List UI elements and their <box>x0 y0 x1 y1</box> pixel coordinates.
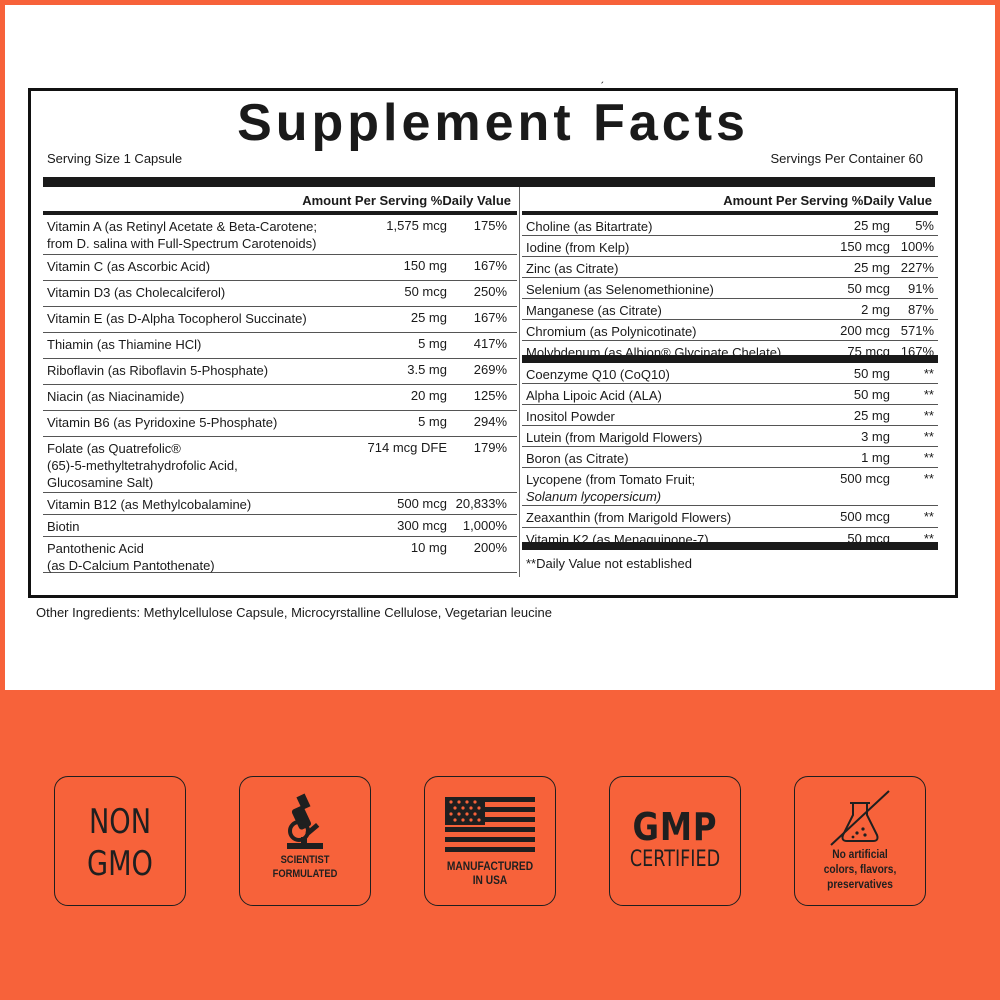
usa-line2: IN USA <box>472 873 508 887</box>
nutrient-daily-value: 175% <box>473 218 507 233</box>
nutrient-daily-value: ** <box>923 408 934 423</box>
nutrient-row <box>522 506 938 528</box>
nutrient-amount: 25 mg <box>853 408 890 423</box>
nutrient-name-line: (65)-5-methyltetrahydrofolic Acid, <box>47 458 238 473</box>
nutrient-name-line: Inositol Powder <box>526 409 615 424</box>
nutrient-name-line: Biotin <box>47 519 80 534</box>
nutrient-name-line: Selenium (as Selenomethionine) <box>526 282 714 297</box>
nutrient-daily-value: ** <box>923 429 934 444</box>
non-gmo-line1: NON <box>88 802 152 842</box>
header-label: Amount Per Serving %Daily Value <box>302 193 511 208</box>
nutrient-daily-value: ** <box>923 471 934 486</box>
nutrient-amount: 50 mcg <box>847 281 890 296</box>
no-artificial-line3: preservatives <box>827 877 893 891</box>
nutrient-amount: 2 mg <box>861 302 890 317</box>
nutrient-name-line: Vitamin B12 (as Methylcobalamine) <box>47 497 252 512</box>
nutrient-name-line: Choline (as Bitartrate) <box>526 219 653 234</box>
nutrient-row <box>522 528 938 550</box>
gmp-line2: CERTIFIED <box>629 847 721 872</box>
nutrient-daily-value: 571% <box>900 323 934 338</box>
nutrient-daily-value: 167% <box>473 310 507 325</box>
nutrient-name-line: Glucosamine Salt) <box>47 475 154 490</box>
gmp-line1: GMP <box>632 805 718 849</box>
us-flag-icon <box>445 797 535 853</box>
nutrient-daily-value: 167% <box>473 258 507 273</box>
nutrient-daily-value: 125% <box>473 388 507 403</box>
nutrient-name <box>47 414 277 431</box>
nutrient-row <box>522 447 938 468</box>
nutrient-name <box>526 366 670 383</box>
nutrient-name-line: Iodine (from Kelp) <box>526 240 630 255</box>
nutrient-name-line: Boron (as Citrate) <box>526 451 629 466</box>
nutrient-name <box>47 218 317 252</box>
nutrient-amount: 10 mg <box>410 540 447 555</box>
nutrient-name <box>526 387 662 404</box>
nutrient-row <box>522 468 938 506</box>
nutrient-name-line: (as D-Calcium Pantothenate) <box>47 558 215 573</box>
nutrient-name <box>526 281 714 298</box>
manufactured-usa-badge <box>424 776 556 906</box>
nutrient-amount: 50 mg <box>853 366 890 381</box>
nutrient-row <box>43 333 517 359</box>
top-divider-bar <box>43 177 935 187</box>
nutrient-name <box>47 362 268 379</box>
nutrient-daily-value: 250% <box>473 284 507 299</box>
nutrient-name <box>526 531 709 548</box>
usa-line1: MANUFACTURED <box>446 859 534 873</box>
nutrient-daily-value: 91% <box>907 281 934 296</box>
nutrient-daily-value: ** <box>923 509 934 524</box>
nutrient-daily-value: 179% <box>473 440 507 455</box>
nutrient-amount: 500 mcg <box>840 509 890 524</box>
nutrient-name-line: Pantothenic Acid <box>47 541 144 556</box>
daily-value-note: **Daily Value not established <box>526 556 692 571</box>
nutrient-row <box>43 515 517 537</box>
nutrient-daily-value: ** <box>923 387 934 402</box>
nutrient-name <box>47 496 251 513</box>
nutrient-amount: 5 mg <box>418 414 447 429</box>
serving-size: Serving Size 1 Capsule <box>47 151 183 166</box>
nutrient-amount: 500 mcg <box>397 496 447 511</box>
scientist-line1: SCIENTIST <box>280 854 330 866</box>
nutrient-name-line: Zinc (as Citrate) <box>526 261 619 276</box>
nutrient-name-line: Zeaxanthin (from Marigold Flowers) <box>526 510 732 525</box>
nutrient-daily-value: 5% <box>915 218 934 233</box>
nutrient-name <box>526 408 615 425</box>
supplement-facts-box <box>28 88 958 598</box>
nutrient-daily-value: ** <box>923 366 934 381</box>
nutrient-amount: 50 mcg <box>404 284 447 299</box>
nutrient-amount: 25 mg <box>853 218 890 233</box>
nutrient-name <box>526 509 731 526</box>
nutrient-amount: 300 mcg <box>397 518 447 533</box>
nutrient-daily-value: 20,833% <box>455 496 507 511</box>
left-nutrient-column <box>43 187 517 573</box>
nutrient-name-line: Lutein (from Marigold Flowers) <box>526 430 703 445</box>
nutrient-row <box>43 385 517 411</box>
nutrient-name <box>526 471 695 505</box>
nutrient-row <box>522 320 938 341</box>
nutrient-daily-value: 100% <box>900 239 934 254</box>
nutrient-name <box>526 218 652 235</box>
nutrient-amount: 5 mg <box>418 336 447 351</box>
nutrient-name-line: Alpha Lipoic Acid (ALA) <box>526 388 662 403</box>
no-artificial-badge <box>794 776 926 906</box>
other-ingredients: Other Ingredients: Methylcellulose Capsule, Microcyrstalline Cellulose, Vegetarian leucine <box>36 605 552 620</box>
nutrient-daily-value: 1,000% <box>462 518 507 533</box>
nutrient-row <box>43 359 517 385</box>
scientist-formulated-badge <box>239 776 371 906</box>
nutrient-name-line: Chromium (as Polynicotinate) <box>526 324 697 339</box>
nutrient-amount: 25 mg <box>853 260 890 275</box>
nutrient-row <box>522 236 938 257</box>
nutrient-name-line: Manganese (as Citrate) <box>526 303 662 318</box>
nutrient-row <box>522 299 938 320</box>
nutrient-name <box>526 429 702 446</box>
microscope-icon <box>275 791 335 853</box>
nutrient-amount: 714 mcg DFE <box>367 440 447 455</box>
scientist-line2: FORMULATED <box>272 868 338 880</box>
nutrient-row <box>43 255 517 281</box>
nutrient-daily-value: 269% <box>473 362 507 377</box>
nutrient-name <box>47 284 225 301</box>
nutrient-row <box>522 384 938 405</box>
nutrient-name-line: Lycopene (from Tomato Fruit; <box>526 472 696 487</box>
nutrient-daily-value: ** <box>923 450 934 465</box>
nutrient-amount: 50 mg <box>853 387 890 402</box>
nutrient-amount: 500 mcg <box>840 471 890 486</box>
nutrient-daily-value: ** <box>923 531 934 546</box>
nutrient-amount: 75 mcg <box>847 344 890 359</box>
nutrient-name <box>526 323 697 340</box>
nutrient-name-line: from D. salina with Full-Spectrum Carotenoids) <box>47 236 317 251</box>
no-artificial-line2: colors, flavors, <box>823 862 897 876</box>
nutrient-row <box>43 307 517 333</box>
nutrient-daily-value: 294% <box>473 414 507 429</box>
header-label: Amount Per Serving %Daily Value <box>723 193 932 208</box>
nutrient-row <box>43 411 517 437</box>
servings-per-container: Servings Per Container 60 <box>770 151 923 166</box>
no-artificial-line1: No artificial <box>832 847 888 861</box>
column-divider <box>519 187 520 577</box>
nutrient-row <box>522 363 938 384</box>
nutrient-name-line: Vitamin K2 (as Menaquinone-7) <box>526 532 709 547</box>
nutrient-row <box>43 437 517 493</box>
left-column-header <box>43 187 517 215</box>
nutrient-row <box>522 257 938 278</box>
nutrient-name <box>47 388 184 405</box>
non-gmo-line2: GMO <box>87 844 153 884</box>
nutrient-name <box>47 518 80 535</box>
nutrient-amount: 1,575 mcg <box>386 218 447 233</box>
nutrient-name-line: Solanum lycopersicum) <box>526 489 662 504</box>
nutrient-name-line: Vitamin A (as Retinyl Acetate & Beta-Carotene; <box>47 219 318 234</box>
non-gmo-badge <box>54 776 186 906</box>
nutrient-amount: 20 mg <box>410 388 447 403</box>
nutrient-amount: 3 mg <box>861 429 890 444</box>
nutrient-row <box>522 278 938 299</box>
nutrient-name-line: Niacin (as Niacinamide) <box>47 389 185 404</box>
nutrient-row <box>522 405 938 426</box>
nutrient-amount: 150 mcg <box>840 239 890 254</box>
nutrient-name <box>47 258 210 275</box>
gmp-certified-badge <box>609 776 741 906</box>
nutrient-name-line: Coenzyme Q10 (CoQ10) <box>526 367 670 382</box>
nutrient-name-line: Thiamin (as Thiamine HCl) <box>47 337 202 352</box>
nutrient-row <box>522 426 938 447</box>
nutrient-name <box>47 336 201 353</box>
nutrient-amount: 150 mg <box>403 258 447 273</box>
nutrient-name <box>526 239 629 256</box>
nutrient-row <box>43 493 517 515</box>
nutrient-daily-value: 417% <box>473 336 507 351</box>
right-column-header <box>522 187 938 215</box>
nutrient-amount: 200 mcg <box>840 323 890 338</box>
nutrient-amount: 50 mcg <box>847 531 890 546</box>
nutrient-daily-value: 227% <box>900 260 934 275</box>
nutrient-amount: 25 mg <box>410 310 447 325</box>
nutrient-name <box>47 540 215 574</box>
nutrient-row <box>43 537 517 573</box>
nutrient-row <box>522 341 938 363</box>
tick-mark: ˏ <box>600 70 604 84</box>
nutrient-name-line: Molybdenum (as Albion® Glycinate Chelate) <box>526 345 782 360</box>
nutrient-amount: 3.5 mg <box>407 362 447 377</box>
nutrient-name <box>526 302 662 319</box>
nutrient-name-line: Vitamin E (as D-Alpha Tocopherol Succinate) <box>47 311 307 326</box>
nutrient-daily-value: 167% <box>900 344 934 359</box>
nutrient-name-line: Vitamin C (as Ascorbic Acid) <box>47 259 211 274</box>
nutrient-name <box>47 440 238 491</box>
nutrient-name-line: Riboflavin (as Riboflavin 5-Phosphate) <box>47 363 269 378</box>
facts-title: Supplement Facts <box>237 94 749 152</box>
nutrient-amount: 1 mg <box>861 450 890 465</box>
nutrient-name <box>526 344 781 361</box>
nutrient-row <box>43 215 517 255</box>
nutrient-name-line: Vitamin D3 (as Cholecalciferol) <box>47 285 226 300</box>
nutrient-name-line: Folate (as Quatrefolic® <box>47 441 181 456</box>
right-nutrient-column <box>522 187 938 577</box>
nutrient-row <box>43 281 517 307</box>
nutrient-name <box>526 260 618 277</box>
nutrient-row <box>522 215 938 236</box>
crossed-flask-icon <box>825 789 895 847</box>
nutrient-name <box>526 450 629 467</box>
nutrient-daily-value: 200% <box>473 540 507 555</box>
nutrient-name-line: Vitamin B6 (as Pyridoxine 5-Phosphate) <box>47 415 278 430</box>
nutrient-daily-value: 87% <box>907 302 934 317</box>
nutrient-name <box>47 310 307 327</box>
